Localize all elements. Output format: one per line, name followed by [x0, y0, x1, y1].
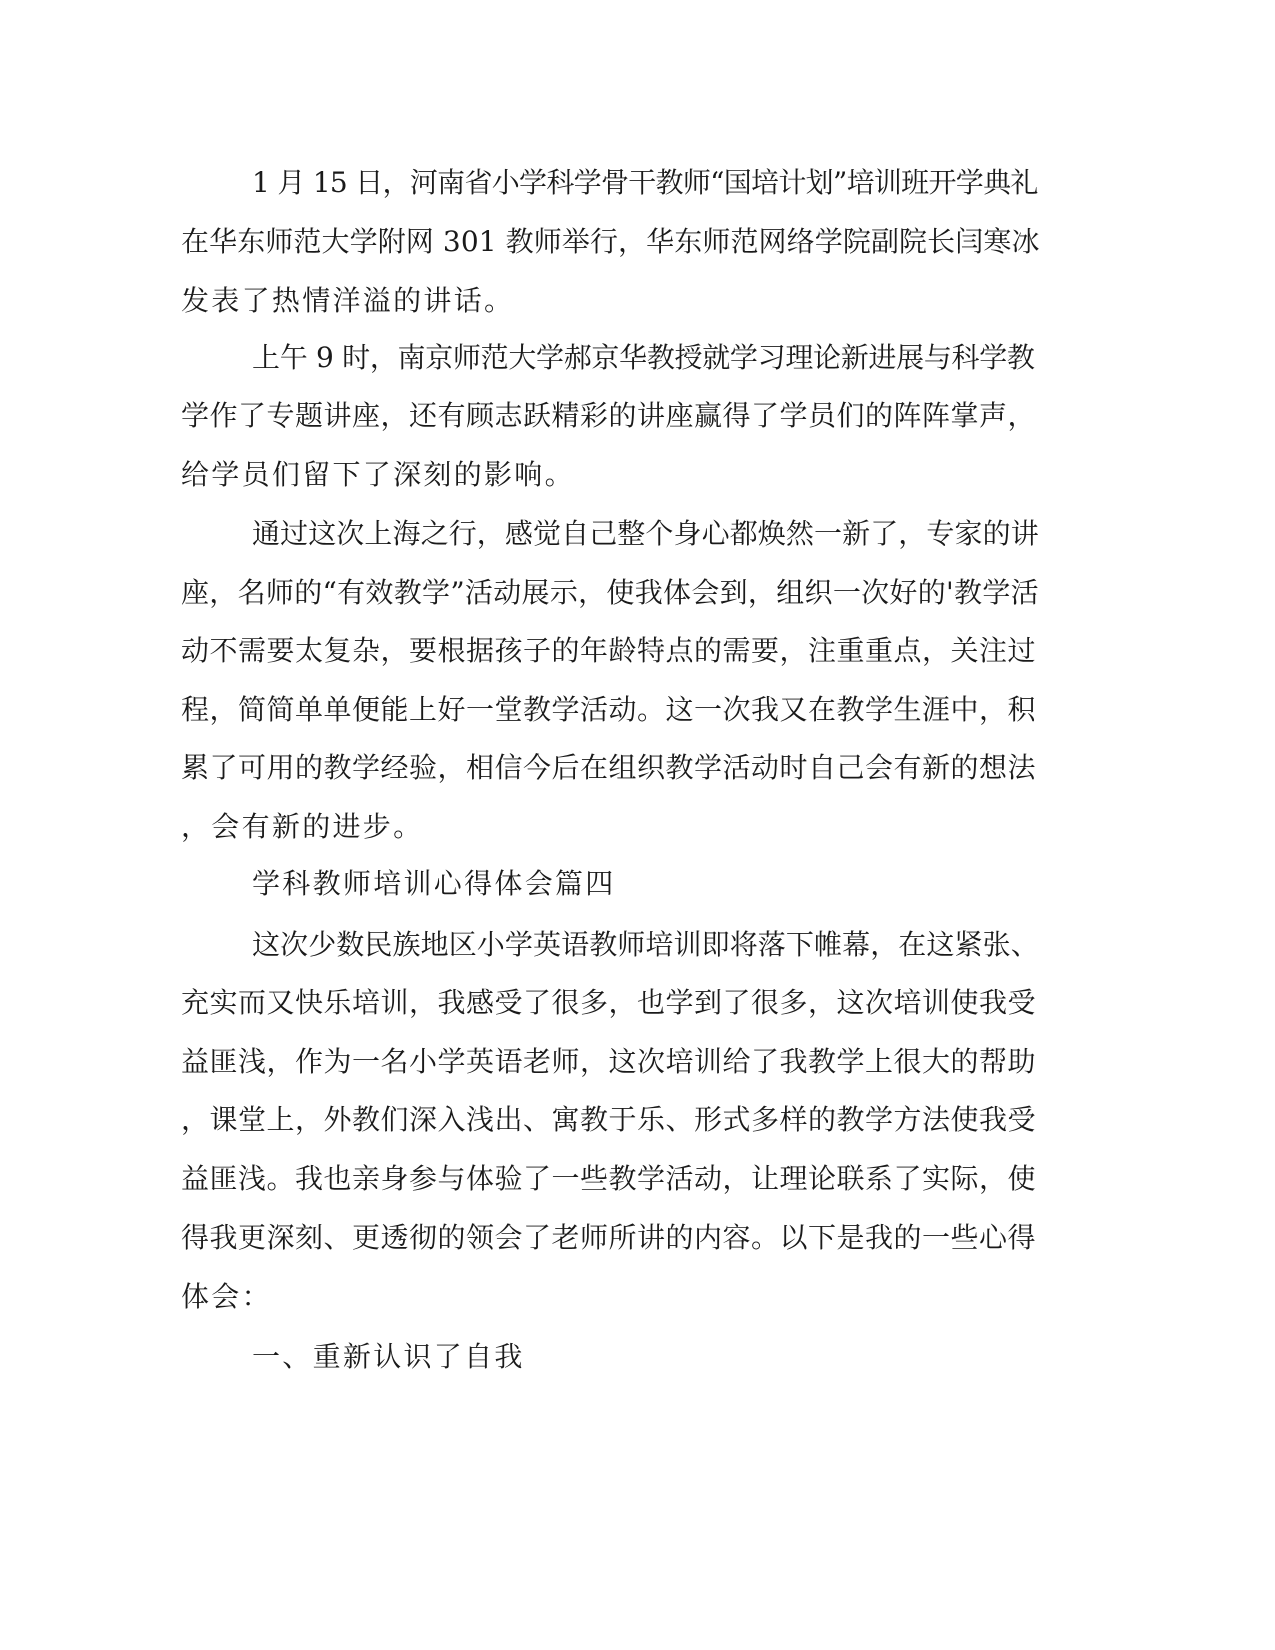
paragraph-4-line-1: 这次少数民族地区小学英语教师培训即将落下帷幕，在这紧张、 [252, 928, 1039, 961]
paragraph-3-line-3: 动不需要太复杂，要根据孩子的年龄特点的需要，注重重点，关注过 [181, 634, 1037, 667]
paragraph-4-line-7: 体会： [181, 1280, 272, 1313]
section-heading: 学科教师培训心得体会篇四 [252, 867, 616, 900]
paragraph-3-line-1: 通过这次上海之行，感觉自己整个身心都焕然一新了，专家的讲 [252, 517, 1039, 550]
paragraph-4-line-3: 益匪浅，作为一名小学英语老师，这次培训给了我教学上很大的帮助 [181, 1045, 1037, 1078]
paragraph-3-line-5: 累了可用的教学经验，相信今后在组织教学活动时自己会有新的想法 [181, 751, 1037, 784]
subsection-heading: 一、重新认识了自我 [252, 1340, 525, 1373]
paragraph-4-line-5: 益匪浅。我也亲身参与体验了一些教学活动，让理论联系了实际，使 [181, 1162, 1037, 1195]
paragraph-4-line-2: 充实而又快乐培训，我感受了很多，也学到了很多，这次培训使我受 [181, 986, 1037, 1019]
paragraph-1-line-1: 1 月 15 日，河南省小学科学骨干教师“国培计划”培训班开学典礼 [252, 166, 1038, 199]
paragraph-4-line-6: 得我更深刻、更透彻的领会了老师所讲的内容。以下是我的一些心得 [181, 1221, 1037, 1254]
paragraph-2-line-1: 上午 9 时，南京师范大学郝京华教授就学习理论新进展与科学教 [252, 341, 1035, 374]
paragraph-4-line-4: ，课堂上，外教们深入浅出、寓教于乐、形式多样的教学方法使我受 [181, 1103, 1037, 1136]
paragraph-3-line-2: 座，名师的“有效教学”活动展示，使我体会到，组织一次好的'教学活 [181, 576, 1039, 609]
paragraph-2-line-2: 学作了专题讲座，还有顾志跃精彩的讲座赢得了学员们的阵阵掌声， [181, 399, 1037, 432]
paragraph-1-line-3: 发表了热情洋溢的讲话。 [181, 284, 515, 317]
paragraph-3-line-6: ，会有新的进步。 [181, 810, 424, 843]
paragraph-3-line-4: 程，简简单单便能上好一堂教学活动。这一次我又在教学生涯中，积 [181, 693, 1037, 726]
paragraph-2-line-3: 给学员们留下了深刻的影响。 [181, 458, 575, 491]
paragraph-1-line-2: 在华东师范大学附网 301 教师举行，华东师范网络学院副院长闫寒冰 [181, 225, 1040, 258]
